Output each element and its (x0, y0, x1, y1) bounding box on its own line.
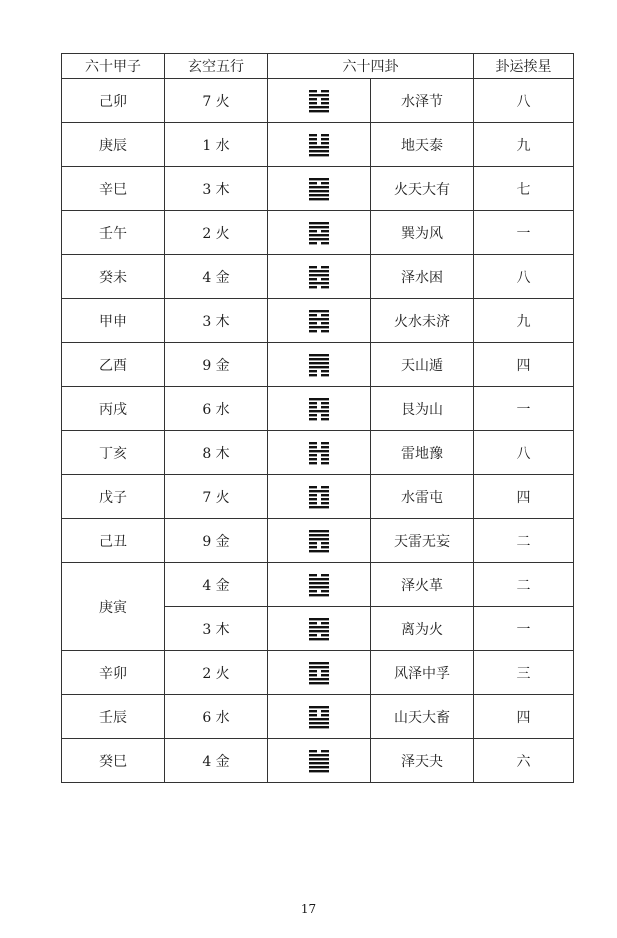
yin-line-segment (309, 322, 317, 324)
hexagram-cell (268, 387, 371, 431)
hexagram-cell (268, 299, 371, 343)
yin-line-segment (321, 138, 329, 140)
yin-line-segment (309, 330, 317, 332)
yang-line (309, 450, 329, 452)
yin-line-segment (309, 242, 317, 244)
yin-line-segment (321, 458, 329, 460)
yun-cell: 九 (474, 123, 574, 167)
table-row (62, 739, 574, 783)
yang-line (309, 110, 329, 112)
yin-line-segment (321, 142, 329, 144)
wuxing-cell: 7 火 (165, 475, 268, 519)
yin-line-segment (309, 486, 317, 488)
table-row (62, 255, 574, 299)
gua-name-cell: 艮为山 (371, 387, 474, 431)
yin-line-segment (309, 138, 317, 140)
yang-line (309, 722, 329, 724)
table-row (62, 519, 574, 563)
yin-line-segment (309, 286, 317, 288)
yun-cell: 四 (474, 695, 574, 739)
yin-line-segment (321, 498, 329, 500)
hexagram-zhun-icon (309, 485, 329, 509)
yin-line-segment (309, 458, 317, 460)
yin-line-segment (309, 546, 317, 548)
yun-cell: 九 (474, 299, 574, 343)
yin-line-segment (321, 230, 329, 232)
yin-line-segment (321, 134, 329, 136)
wuxing-cell: 3 木 (165, 607, 268, 651)
yin-line-segment (309, 90, 317, 92)
yang-line (309, 410, 329, 412)
yin-line-segment (309, 418, 317, 420)
yang-line (309, 538, 329, 540)
yun-cell: 二 (474, 519, 574, 563)
yang-line (309, 594, 329, 596)
yin-line-segment (309, 462, 317, 464)
gua-name-cell: 水泽节 (371, 79, 474, 123)
wuxing-cell: 7 火 (165, 79, 268, 123)
yin-line-segment (309, 542, 317, 544)
yang-line (309, 150, 329, 152)
hexagram-cell (268, 607, 371, 651)
yin-line-segment (309, 314, 317, 316)
yin-line-segment (321, 750, 329, 752)
yang-line (309, 226, 329, 228)
table-row (62, 651, 574, 695)
header-wuxing: 玄空五行 (165, 54, 268, 79)
yin-line-segment (309, 182, 317, 184)
yin-line-segment (321, 714, 329, 716)
yin-line-segment (321, 98, 329, 100)
yang-line (309, 362, 329, 364)
yang-line (309, 678, 329, 680)
yin-line-segment (321, 370, 329, 372)
yin-line-segment (309, 622, 317, 624)
yin-line-segment (309, 266, 317, 268)
wuxing-cell: 9 金 (165, 343, 268, 387)
yin-line-segment (321, 330, 329, 332)
hexagram-jie-icon (309, 89, 329, 113)
header-jiazi: 六十甲子 (62, 54, 165, 79)
jiazi-cell: 壬辰 (62, 695, 165, 739)
yang-line (309, 626, 329, 628)
yang-line (309, 190, 329, 192)
yang-line (309, 358, 329, 360)
yang-line (309, 274, 329, 276)
jiazi-cell: 辛巳 (62, 167, 165, 211)
hexagram-cell (268, 211, 371, 255)
hexagram-yu-icon (309, 441, 329, 465)
yun-cell: 六 (474, 739, 574, 783)
yang-line (309, 726, 329, 728)
hexagram-wuwang-icon (309, 529, 329, 553)
hexagram-li-icon (309, 617, 329, 641)
wuxing-cell: 3 木 (165, 167, 268, 211)
yang-line (309, 178, 329, 180)
page-number: 17 (300, 902, 317, 916)
hexagram-cell (268, 431, 371, 475)
yin-line-segment (321, 454, 329, 456)
jiazi-cell: 庚寅 (62, 563, 165, 651)
yun-cell: 三 (474, 651, 574, 695)
gua-name-cell: 火水未济 (371, 299, 474, 343)
hexagram-kun-icon (309, 265, 329, 289)
yin-line-segment (309, 674, 317, 676)
gua-name-cell: 火天大有 (371, 167, 474, 211)
yin-line-segment (309, 230, 317, 232)
yang-line (309, 146, 329, 148)
gua-name-cell: 离为火 (371, 607, 474, 651)
hexagram-cell (268, 519, 371, 563)
yin-line-segment (309, 498, 317, 500)
jiazi-cell: 乙酉 (62, 343, 165, 387)
yin-line-segment (321, 622, 329, 624)
yin-line-segment (309, 414, 317, 416)
yang-line (309, 762, 329, 764)
yang-line (309, 194, 329, 196)
yin-line-segment (309, 134, 317, 136)
yin-line-segment (321, 278, 329, 280)
yang-line (309, 398, 329, 400)
yang-line (309, 238, 329, 240)
hexagram-gen-icon (309, 397, 329, 421)
yang-line (309, 534, 329, 536)
yin-line-segment (321, 494, 329, 496)
yun-cell: 八 (474, 79, 574, 123)
yin-line-segment (321, 182, 329, 184)
yin-line-segment (321, 414, 329, 416)
table-row (62, 343, 574, 387)
table-row (62, 695, 574, 739)
yun-cell: 八 (474, 431, 574, 475)
yin-line-segment (309, 590, 317, 592)
yang-line (309, 326, 329, 328)
yang-line (309, 366, 329, 368)
yin-line-segment (321, 314, 329, 316)
yang-line (309, 354, 329, 356)
yang-line (309, 270, 329, 272)
yang-line (309, 706, 329, 708)
yang-line (309, 550, 329, 552)
yang-line (309, 186, 329, 188)
yang-line (309, 770, 329, 772)
yang-line (309, 490, 329, 492)
jiazi-cell: 癸未 (62, 255, 165, 299)
yang-line (309, 530, 329, 532)
hexagram-guai-icon (309, 749, 329, 773)
hexagram-cell (268, 475, 371, 519)
wuxing-cell: 4 金 (165, 563, 268, 607)
yun-cell: 一 (474, 607, 574, 651)
yun-cell: 一 (474, 211, 574, 255)
yin-line-segment (321, 670, 329, 672)
jiazi-cell: 己丑 (62, 519, 165, 563)
yin-line-segment (321, 674, 329, 676)
hexagram-dayou-icon (309, 177, 329, 201)
yang-line (309, 154, 329, 156)
yin-line-segment (309, 142, 317, 144)
gua-name-cell: 巽为风 (371, 211, 474, 255)
yin-line-segment (321, 242, 329, 244)
yin-line-segment (309, 278, 317, 280)
wuxing-cell: 2 火 (165, 651, 268, 695)
gua-name-cell: 山天大畜 (371, 695, 474, 739)
yin-line-segment (309, 502, 317, 504)
hexagram-zhongfu-icon (309, 661, 329, 685)
hexagram-table (61, 53, 574, 783)
yin-line-segment (321, 710, 329, 712)
jiazi-cell: 甲申 (62, 299, 165, 343)
gua-name-cell: 泽水困 (371, 255, 474, 299)
yang-line (309, 94, 329, 96)
yin-line-segment (321, 442, 329, 444)
table-row (62, 431, 574, 475)
hexagram-weiji-icon (309, 309, 329, 333)
yin-line-segment (321, 634, 329, 636)
yang-line (309, 310, 329, 312)
yin-line-segment (321, 418, 329, 420)
hexagram-cell (268, 695, 371, 739)
hexagram-cell (268, 79, 371, 123)
hexagram-tai-icon (309, 133, 329, 157)
table-row (62, 123, 574, 167)
yang-line (309, 718, 329, 720)
yang-line (309, 666, 329, 668)
wuxing-cell: 3 木 (165, 299, 268, 343)
yang-line (309, 618, 329, 620)
gua-name-cell: 天山遁 (371, 343, 474, 387)
yin-line-segment (321, 406, 329, 408)
gua-name-cell: 泽天夬 (371, 739, 474, 783)
yin-line-segment (321, 322, 329, 324)
gua-name-cell: 风泽中孚 (371, 651, 474, 695)
yang-line (309, 766, 329, 768)
yun-cell: 四 (474, 475, 574, 519)
wuxing-cell: 4 金 (165, 255, 268, 299)
gua-name-cell: 天雷无妄 (371, 519, 474, 563)
yin-line-segment (309, 402, 317, 404)
yang-line (309, 758, 329, 760)
yin-line-segment (309, 634, 317, 636)
yang-line (309, 506, 329, 508)
hexagram-cell (268, 255, 371, 299)
yin-line-segment (321, 542, 329, 544)
yun-cell: 四 (474, 343, 574, 387)
yin-line-segment (309, 442, 317, 444)
header-yun: 卦运挨星 (474, 54, 574, 79)
hexagram-cell (268, 123, 371, 167)
hexagram-cell (268, 651, 371, 695)
jiazi-cell: 癸巳 (62, 739, 165, 783)
yang-line (309, 282, 329, 284)
yin-line-segment (321, 574, 329, 576)
yun-cell: 七 (474, 167, 574, 211)
hexagram-cell (268, 739, 371, 783)
yang-line (309, 682, 329, 684)
yun-cell: 八 (474, 255, 574, 299)
wuxing-cell: 8 木 (165, 431, 268, 475)
table-row (62, 211, 574, 255)
yin-line-segment (321, 446, 329, 448)
yin-line-segment (321, 102, 329, 104)
yin-line-segment (309, 406, 317, 408)
wuxing-cell: 2 火 (165, 211, 268, 255)
wuxing-cell: 1 水 (165, 123, 268, 167)
yin-line-segment (309, 670, 317, 672)
yin-line-segment (309, 98, 317, 100)
yin-line-segment (309, 102, 317, 104)
hexagram-dun-icon (309, 353, 329, 377)
jiazi-cell: 戊子 (62, 475, 165, 519)
jiazi-cell: 丙戌 (62, 387, 165, 431)
hexagram-ge-icon (309, 573, 329, 597)
yin-line-segment (321, 590, 329, 592)
jiazi-cell: 庚辰 (62, 123, 165, 167)
header-gua: 六十四卦 (268, 54, 474, 79)
header-row (62, 54, 574, 79)
yin-line-segment (321, 286, 329, 288)
yin-line-segment (321, 546, 329, 548)
table-row (62, 79, 574, 123)
yang-line (309, 630, 329, 632)
yang-line (309, 638, 329, 640)
yin-line-segment (309, 714, 317, 716)
table-row (62, 299, 574, 343)
yang-line (309, 578, 329, 580)
gua-name-cell: 雷地豫 (371, 431, 474, 475)
yang-line (309, 222, 329, 224)
yin-line-segment (321, 374, 329, 376)
yin-line-segment (321, 486, 329, 488)
yun-cell: 一 (474, 387, 574, 431)
table-row (62, 563, 574, 607)
wuxing-cell: 6 水 (165, 695, 268, 739)
hexagram-cell (268, 343, 371, 387)
yang-line (309, 234, 329, 236)
yang-line (309, 106, 329, 108)
gua-name-cell: 地天泰 (371, 123, 474, 167)
wuxing-cell: 6 水 (165, 387, 268, 431)
yang-line (309, 198, 329, 200)
wuxing-cell: 9 金 (165, 519, 268, 563)
jiazi-cell: 己卯 (62, 79, 165, 123)
hexagram-xun-icon (309, 221, 329, 245)
yin-line-segment (321, 402, 329, 404)
yun-cell: 二 (474, 563, 574, 607)
yin-line-segment (309, 370, 317, 372)
yang-line (309, 754, 329, 756)
gua-name-cell: 泽火革 (371, 563, 474, 607)
yin-line-segment (309, 374, 317, 376)
yang-line (309, 662, 329, 664)
table-row (62, 167, 574, 211)
yin-line-segment (321, 462, 329, 464)
yin-line-segment (321, 502, 329, 504)
yang-line (309, 582, 329, 584)
yin-line-segment (309, 446, 317, 448)
wuxing-cell: 4 金 (165, 739, 268, 783)
yang-line (309, 586, 329, 588)
gua-name-cell: 水雷屯 (371, 475, 474, 519)
yin-line-segment (309, 710, 317, 712)
yin-line-segment (321, 266, 329, 268)
jiazi-cell: 辛卯 (62, 651, 165, 695)
table-row (62, 387, 574, 431)
yin-line-segment (321, 90, 329, 92)
hexagram-cell (268, 167, 371, 211)
yang-line (309, 318, 329, 320)
yin-line-segment (309, 454, 317, 456)
jiazi-cell: 丁亥 (62, 431, 165, 475)
hexagram-daxu-icon (309, 705, 329, 729)
hexagram-cell (268, 563, 371, 607)
yin-line-segment (309, 750, 317, 752)
jiazi-cell: 壬午 (62, 211, 165, 255)
table-row (62, 475, 574, 519)
yin-line-segment (309, 494, 317, 496)
yin-line-segment (309, 574, 317, 576)
